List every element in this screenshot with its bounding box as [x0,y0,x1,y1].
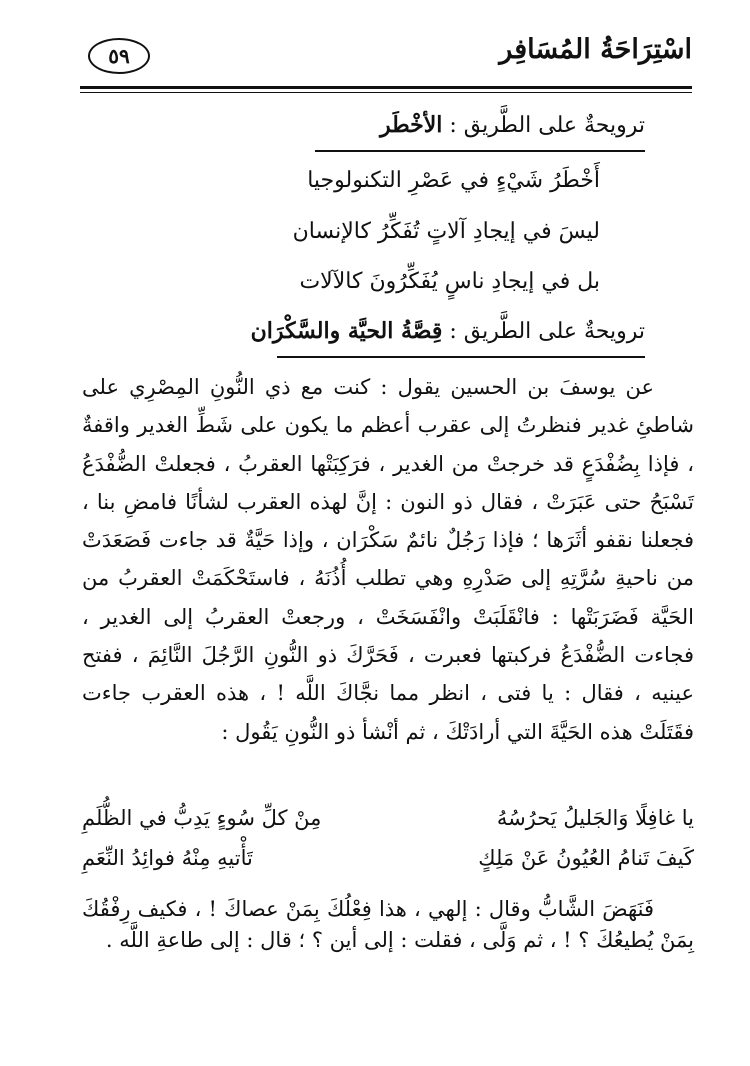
section-heading-title: قِصَّةُ الحيَّة والسَّكْرَان [250,318,443,344]
section-heading-2 [251,318,645,344]
header-rule-thin [80,92,692,93]
section-heading-prefix: ترويحةٌ على الطَّريق : [442,113,645,138]
story-conclusion: فَنَهَضَ الشَّابُّ وقال : إلهي ، هذا فِعْلُكَ بِمَنْ عصاكَ ! ، فكيف رِفْقُكَ بِمَنْ يُطيعُكَ ؟ ! ، ثم وَلَّى ، فقلت : إلى أين ؟ ؛ قال : إلى طاعةِ اللَّه . [82,897,694,952]
section-heading-1 [380,112,645,138]
story-paragraph: عن يوسفَ بن الحسين يقول : كنت مع ذي النُّونِ المِصْرِي على شاطئِ غدير فنظرتُ إلى عقرب أعظم ما يكون على شَطِّ الغدير واقفةٌ ، فإذا بِضُفْدَعٍ قد خرجتْ من الغدير ، فرَكِبَتْها العقربُ ، فجعلتْ الضُّفْدَعُ تَسْبَحُ حتى عَبَرَتْ ، فقال ذو النون : إنَّ لهذه العقرب لشأنًا فامضِ بنا ، فجعلنا نقفو أثَرَها ؛ فإذا رَجُلٌ نائمٌ سَكْرَان ، وإذا حَيَّةٌ قد جاءت فَصَعَدَتْ من ناحيةِ سُرَّتِهِ إلى صَدْرِهِ وهي تطلب أُذُنَهُ ، فاستَحْكَمَتْ العقربُ من الحَيَّة فَضَرَبَتْها : فانْقَلَبَتْ وانْفَسَخَتْ ، ورجعتْ العقربُ إلى الغدير ، فجاءت الضُّفْدَعُ فركبتها فعبرت ، فَحَرَّكَ ذو النُّونِ الرَّجُلَ النَّائِمَ ، ففتح عينيه ، فقال : يا فتى ، انظر مما نجَّاكَ اللَّه ! ، هذه العقرب جاءت فقَتَلَتْ هذه الحَيَّةَ التي أرادَتْكَ ، ثم أنْشأ ذو النُّونِ يَقُول : [82,375,694,744]
section-heading-prefix: ترويحةٌ على الطَّريق : [442,319,645,344]
running-title: اسْتِرَاحَةُ المُسَافِر [499,34,692,65]
section-heading-title: الأخْطَر [379,112,443,138]
verse-row [82,806,694,842]
verse-row [82,846,694,882]
verse-hemistich-first: كَيفَ تَنامُ العُيُونُ عَنْ مَلِكٍ [478,846,694,870]
page-header [80,26,692,86]
page-number-badge [88,38,150,74]
header-rule-thick [80,86,692,89]
section-heading-rule [315,150,645,152]
poem-line: ليسَ في إيجادِ آلاتٍ تُفَكِّرُ كالإنسان [292,219,600,244]
verse-hemistich-second: تَأْتيهِ مِنْهُ فوائِدُ النِّعَمِ [82,846,253,870]
page-number: ٥٩ [108,44,130,68]
poem-line: بل في إيجادِ ناسٍ يُفَكِّرُونَ كالآلات [299,269,600,294]
section-heading-rule [277,356,645,358]
verse-hemistich-second: مِنْ كلِّ سُوءٍ يَدِبُّ في الظُّلَمِ [82,806,322,830]
verse-hemistich-first: يا غافِلًا وَالجَليلُ يَحرُسُهُ [496,806,694,830]
poem-line: أَخْطَرُ شَيْءٍ في عَصْرِ التكنولوجيا [307,168,600,193]
